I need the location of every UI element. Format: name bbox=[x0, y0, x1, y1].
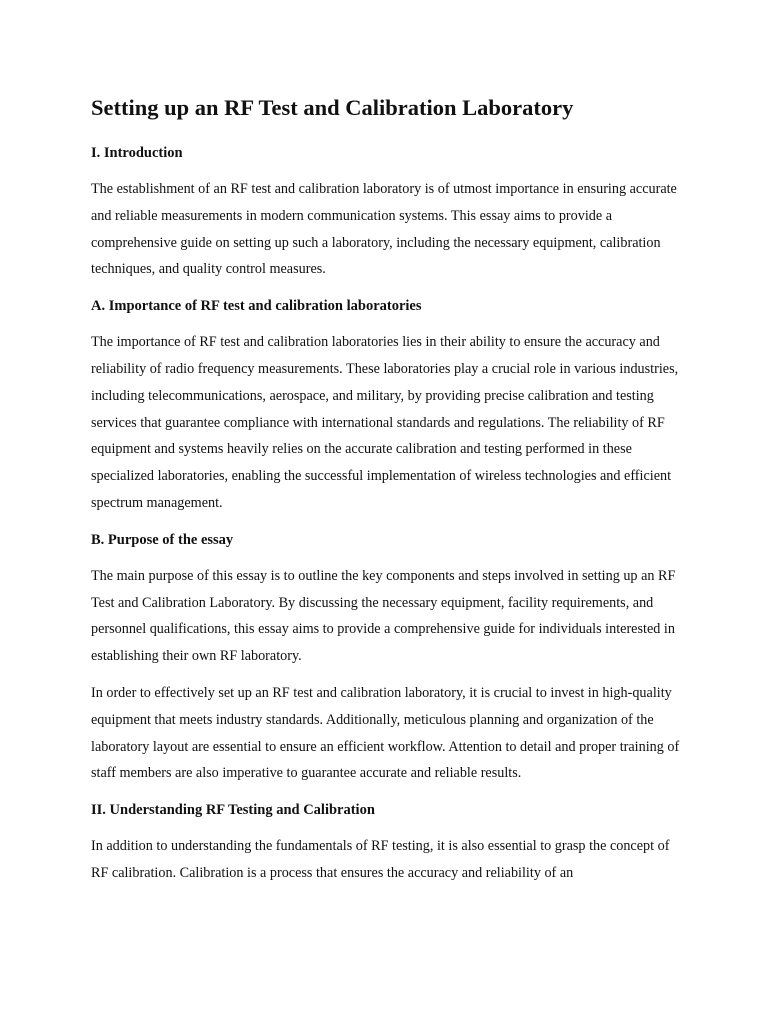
section-heading-importance: A. Importance of RF test and calibration laboratories bbox=[91, 298, 422, 315]
paragraph-importance: The importance of RF test and calibration laboratories lies in their ability to ensure the accuracy and reliability of radio frequency measurements. These laboratories play a crucial role in various industries, including telecommunications, aerospace, and military, by providing precise calibration and testing services that guarantee compliance with international standards and regulations. The reliability of RF equipment and systems heavily relies on the accurate calibration and testing performed in these specialized laboratories, enabling the successful implementation of wireless technologies and efficient spectrum management. bbox=[91, 334, 679, 511]
paragraph-purpose-continued: In order to effectively set up an RF test and calibration laboratory, it is crucial to invest in high-quality equipment that meets industry standards. Additionally, meticulous planning and organization of the laboratory layout are essential to ensure an efficient workflow. Attention to detail and proper training of staff members are also imperative to guarantee accurate and reliable results. bbox=[91, 684, 680, 782]
section-heading-introduction: I. Introduction bbox=[91, 145, 183, 161]
paragraph-understanding: In addition to understanding the fundamentals of RF testing, it is also essential to grasp the concept of RF calibration. Calibration is a process that ensures the accuracy and reliability of an bbox=[91, 838, 670, 881]
section-heading-understanding: II. Understanding RF Testing and Calibration bbox=[91, 802, 375, 819]
document-title: Setting up an RF Test and Calibration Laboratory bbox=[91, 95, 574, 120]
document-page bbox=[91, 93, 681, 887]
paragraph-purpose: The main purpose of this essay is to outline the key components and steps involved in setting up an RF Test and Calibration Laboratory. By discussing the necessary equipment, facility requirements, and personnel qualifications, this essay aims to provide a comprehensive guide for individuals interested in establishing their own RF laboratory. bbox=[91, 567, 676, 665]
paragraph-introduction: The establishment of an RF test and calibration laboratory is of utmost importance in ensuring accurate and reliable measurements in modern communication systems. This essay aims to provide a comprehensive guide on setting up such a laboratory, including the necessary equipment, calibration techniques, and quality control measures. bbox=[91, 181, 677, 278]
section-heading-purpose: B. Purpose of the essay bbox=[91, 531, 234, 548]
